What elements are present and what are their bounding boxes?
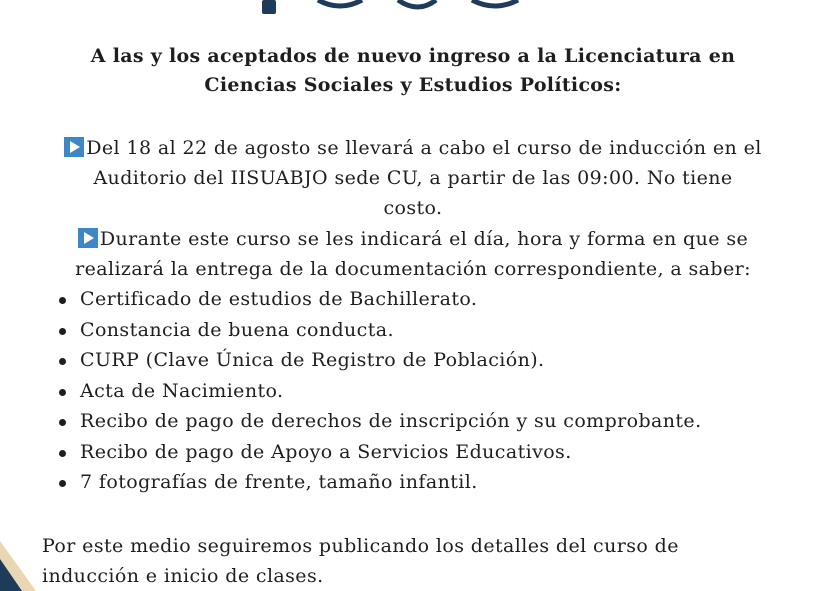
paragraph-line: inducción e inicio de clases. (42, 565, 324, 587)
paragraph-line: costo. (383, 197, 443, 219)
list-item: 7 fotografías de frente, tamaño infantil. (56, 467, 702, 498)
paragraph-line (0, 133, 826, 163)
play-button-icon (64, 137, 84, 157)
closing-paragraph (42, 531, 679, 591)
documents-list (56, 284, 702, 498)
announcement-heading (0, 42, 826, 100)
corner-decoration (0, 511, 40, 591)
play-button-icon (78, 228, 98, 248)
list-item: CURP (Clave Única de Registro de Población). (56, 345, 702, 376)
list-item: Certificado de estudios de Bachillerato. (56, 284, 702, 315)
induction-course-paragraph (0, 133, 826, 223)
list-item: Constancia de buena conducta. (56, 315, 702, 346)
heading-line: Ciencias Sociales y Estudios Políticos: (204, 74, 622, 96)
list-item: Recibo de pago de Apoyo a Servicios Educativos. (56, 437, 702, 468)
paragraph-line: realizará la entrega de la documentación correspondiente, a saber: (75, 258, 751, 280)
paragraph-line: Por este medio seguiremos publicando los detalles del curso de (42, 535, 679, 557)
list-item: Acta de Nacimiento. (56, 376, 702, 407)
header-graphic-fragment (0, 0, 826, 24)
list-item: Recibo de pago de derechos de inscripción y su comprobante. (56, 406, 702, 437)
heading-line: A las y los aceptados de nuevo ingreso a la Licenciatura en (90, 45, 736, 67)
paragraph-text: Del 18 al 22 de agosto se llevará a cabo el curso de inducción en el (86, 137, 762, 159)
paragraph-line (0, 224, 826, 254)
paragraph-line: Auditorio del IISUABJO sede CU, a partir de las 09:00. No tiene (93, 167, 733, 189)
documentation-paragraph (0, 224, 826, 284)
paragraph-text: Durante este curso se les indicará el día, hora y forma en que se (99, 228, 749, 250)
